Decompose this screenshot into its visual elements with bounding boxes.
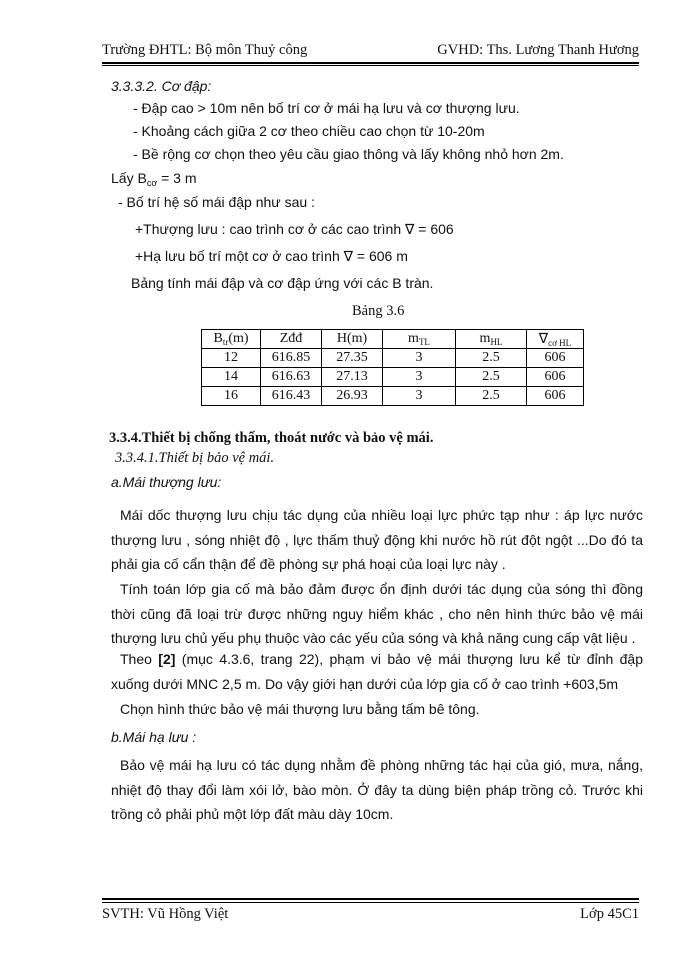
table-caption: Bảng 3.6 bbox=[352, 303, 405, 319]
footer-left: SVTH: Vũ Hồng Việt bbox=[102, 906, 229, 922]
table-header-cell: H(m) bbox=[322, 330, 383, 349]
table-cell: 606 bbox=[527, 368, 584, 387]
table-cell: 27.35 bbox=[322, 349, 383, 368]
table-row bbox=[202, 387, 584, 406]
table-header-cell: $m_{HL}$ bbox=[456, 330, 527, 349]
footer-right: Lớp 45C1 bbox=[580, 906, 639, 922]
table-cell: 27.13 bbox=[322, 368, 383, 387]
table-row bbox=[202, 368, 584, 387]
section-3332-title: 3.3.3.2. Cơ đập: bbox=[111, 78, 212, 94]
paragraph-3: Theo [2] (mục 4.3.6, trang 22), phạm vi bảo vệ mái thượng lưu kể từ đỉnh đập xuống dưới MNC 2,5 m. Do vậy giới hạn dưới của lớp gia cố ở cao trình +603,5m bbox=[111, 651, 643, 692]
table-cell: 3 bbox=[383, 368, 456, 387]
header-rule-thin bbox=[102, 65, 639, 66]
table-header-cell: $m_{TL}$ bbox=[383, 330, 456, 349]
table-cell: 2.5 bbox=[456, 349, 527, 368]
bullet-1: - Đập cao > 10m nên bố trí cơ ở mái hạ lưu và cơ thượng lưu. bbox=[133, 100, 520, 116]
footer-rule-thin bbox=[102, 902, 639, 903]
header-right: GVHD: Ths. Lương Thanh Hương bbox=[437, 42, 639, 58]
paragraph-2: Tính toán lớp gia cố mà bảo đảm được ổn định dưới tác dụng của sóng thì đồng thời cũng đã loại trừ được những nguy hiểm khác , cho nên hình thức bảo vệ mái thượng lưu chủ yếu phụ thuộc vào các yếu của sóng và khả năng cung cấp vật liệu . bbox=[111, 581, 643, 646]
footer-rule bbox=[102, 898, 639, 900]
table-cell: 26.93 bbox=[322, 387, 383, 406]
table-intro: Bảng tính mái đập và cơ đập ứng với các B tràn. bbox=[131, 275, 434, 291]
table-row bbox=[202, 349, 584, 368]
table-cell: 606 bbox=[527, 349, 584, 368]
downstream-slope-title: b.Mái hạ lưu : bbox=[111, 729, 197, 745]
bullet-2: - Khoảng cách giữa 2 cơ theo chiều cao chọn từ 10-20m bbox=[133, 123, 485, 139]
table-cell: 12 bbox=[202, 349, 261, 368]
table-header-cell: $B_{tr}(m)$ bbox=[202, 330, 261, 349]
paragraph-1: Mái dốc thượng lưu chịu tác dụng của nhiều loại lực phức tạp như : áp lực nước thượng lưu , sóng nhiệt độ , lực thấm thuỷ động khi nước hồ rút đột ngột ...Do đó ta phải gia cố cẩn thận để đề phòng sự phá hoại của loại lực này . bbox=[111, 507, 643, 572]
section-3341-title: 3.3.4.1.Thiết bị bảo vệ mái. bbox=[115, 450, 275, 466]
table-cell: 16 bbox=[202, 387, 261, 406]
slope-berm-table bbox=[201, 329, 584, 406]
section-334-title: 3.3.4.Thiết bị chống thấm, thoát nước và bảo vệ mái. bbox=[109, 430, 434, 446]
table-cell: 616.63 bbox=[261, 368, 322, 387]
reference-marker: [2] bbox=[158, 651, 176, 667]
header-left: Trường ĐHTL: Bộ môn Thuỷ công bbox=[102, 42, 308, 58]
table-header-row bbox=[202, 330, 584, 349]
table-cell: 616.43 bbox=[261, 387, 322, 406]
table-cell: 14 bbox=[202, 368, 261, 387]
table-header-cell: Zđđ bbox=[261, 330, 322, 349]
table-cell: 2.5 bbox=[456, 387, 527, 406]
downstream-berm: +Hạ lưu bố trí một cơ ở cao trình ∇ = 606 m bbox=[135, 248, 408, 264]
upstream-berm: +Thượng lưu : cao trình cơ ở các cao trình ∇ = 606 bbox=[135, 221, 454, 237]
upstream-slope-title: a.Mái thượng lưu: bbox=[111, 474, 222, 490]
table-cell: 616.85 bbox=[261, 349, 322, 368]
header-rule bbox=[102, 62, 639, 64]
bullet-3: - Bề rộng cơ chọn theo yêu cầu giao thông và lấy không nhỏ hơn 2m. bbox=[133, 146, 564, 162]
table-cell: 606 bbox=[527, 387, 584, 406]
table-cell: 3 bbox=[383, 349, 456, 368]
layout-intro: - Bố trí hệ số mái đập như sau : bbox=[118, 194, 315, 210]
take-berm-width: Lấy $B_{cơ} = 3$ m bbox=[111, 170, 197, 188]
paragraph-5: Bảo vệ mái hạ lưu có tác dụng nhằm đề phòng những tác hại của gió, mưa, nắng, nhiệt độ thay đổi làm xói lở, bào mòn. Ở đây ta dùng biện pháp trồng cỏ. Trước khi trồng cỏ phải phủ một lớp đất màu dày 10cm. bbox=[111, 757, 643, 822]
table-cell: 2.5 bbox=[456, 368, 527, 387]
table-cell: 3 bbox=[383, 387, 456, 406]
table-header-cell: $\nabla_{cơ HL}$ bbox=[527, 330, 584, 349]
paragraph-4: Chọn hình thức bảo vệ mái thượng lưu bằng tấm bê tông. bbox=[120, 701, 480, 717]
